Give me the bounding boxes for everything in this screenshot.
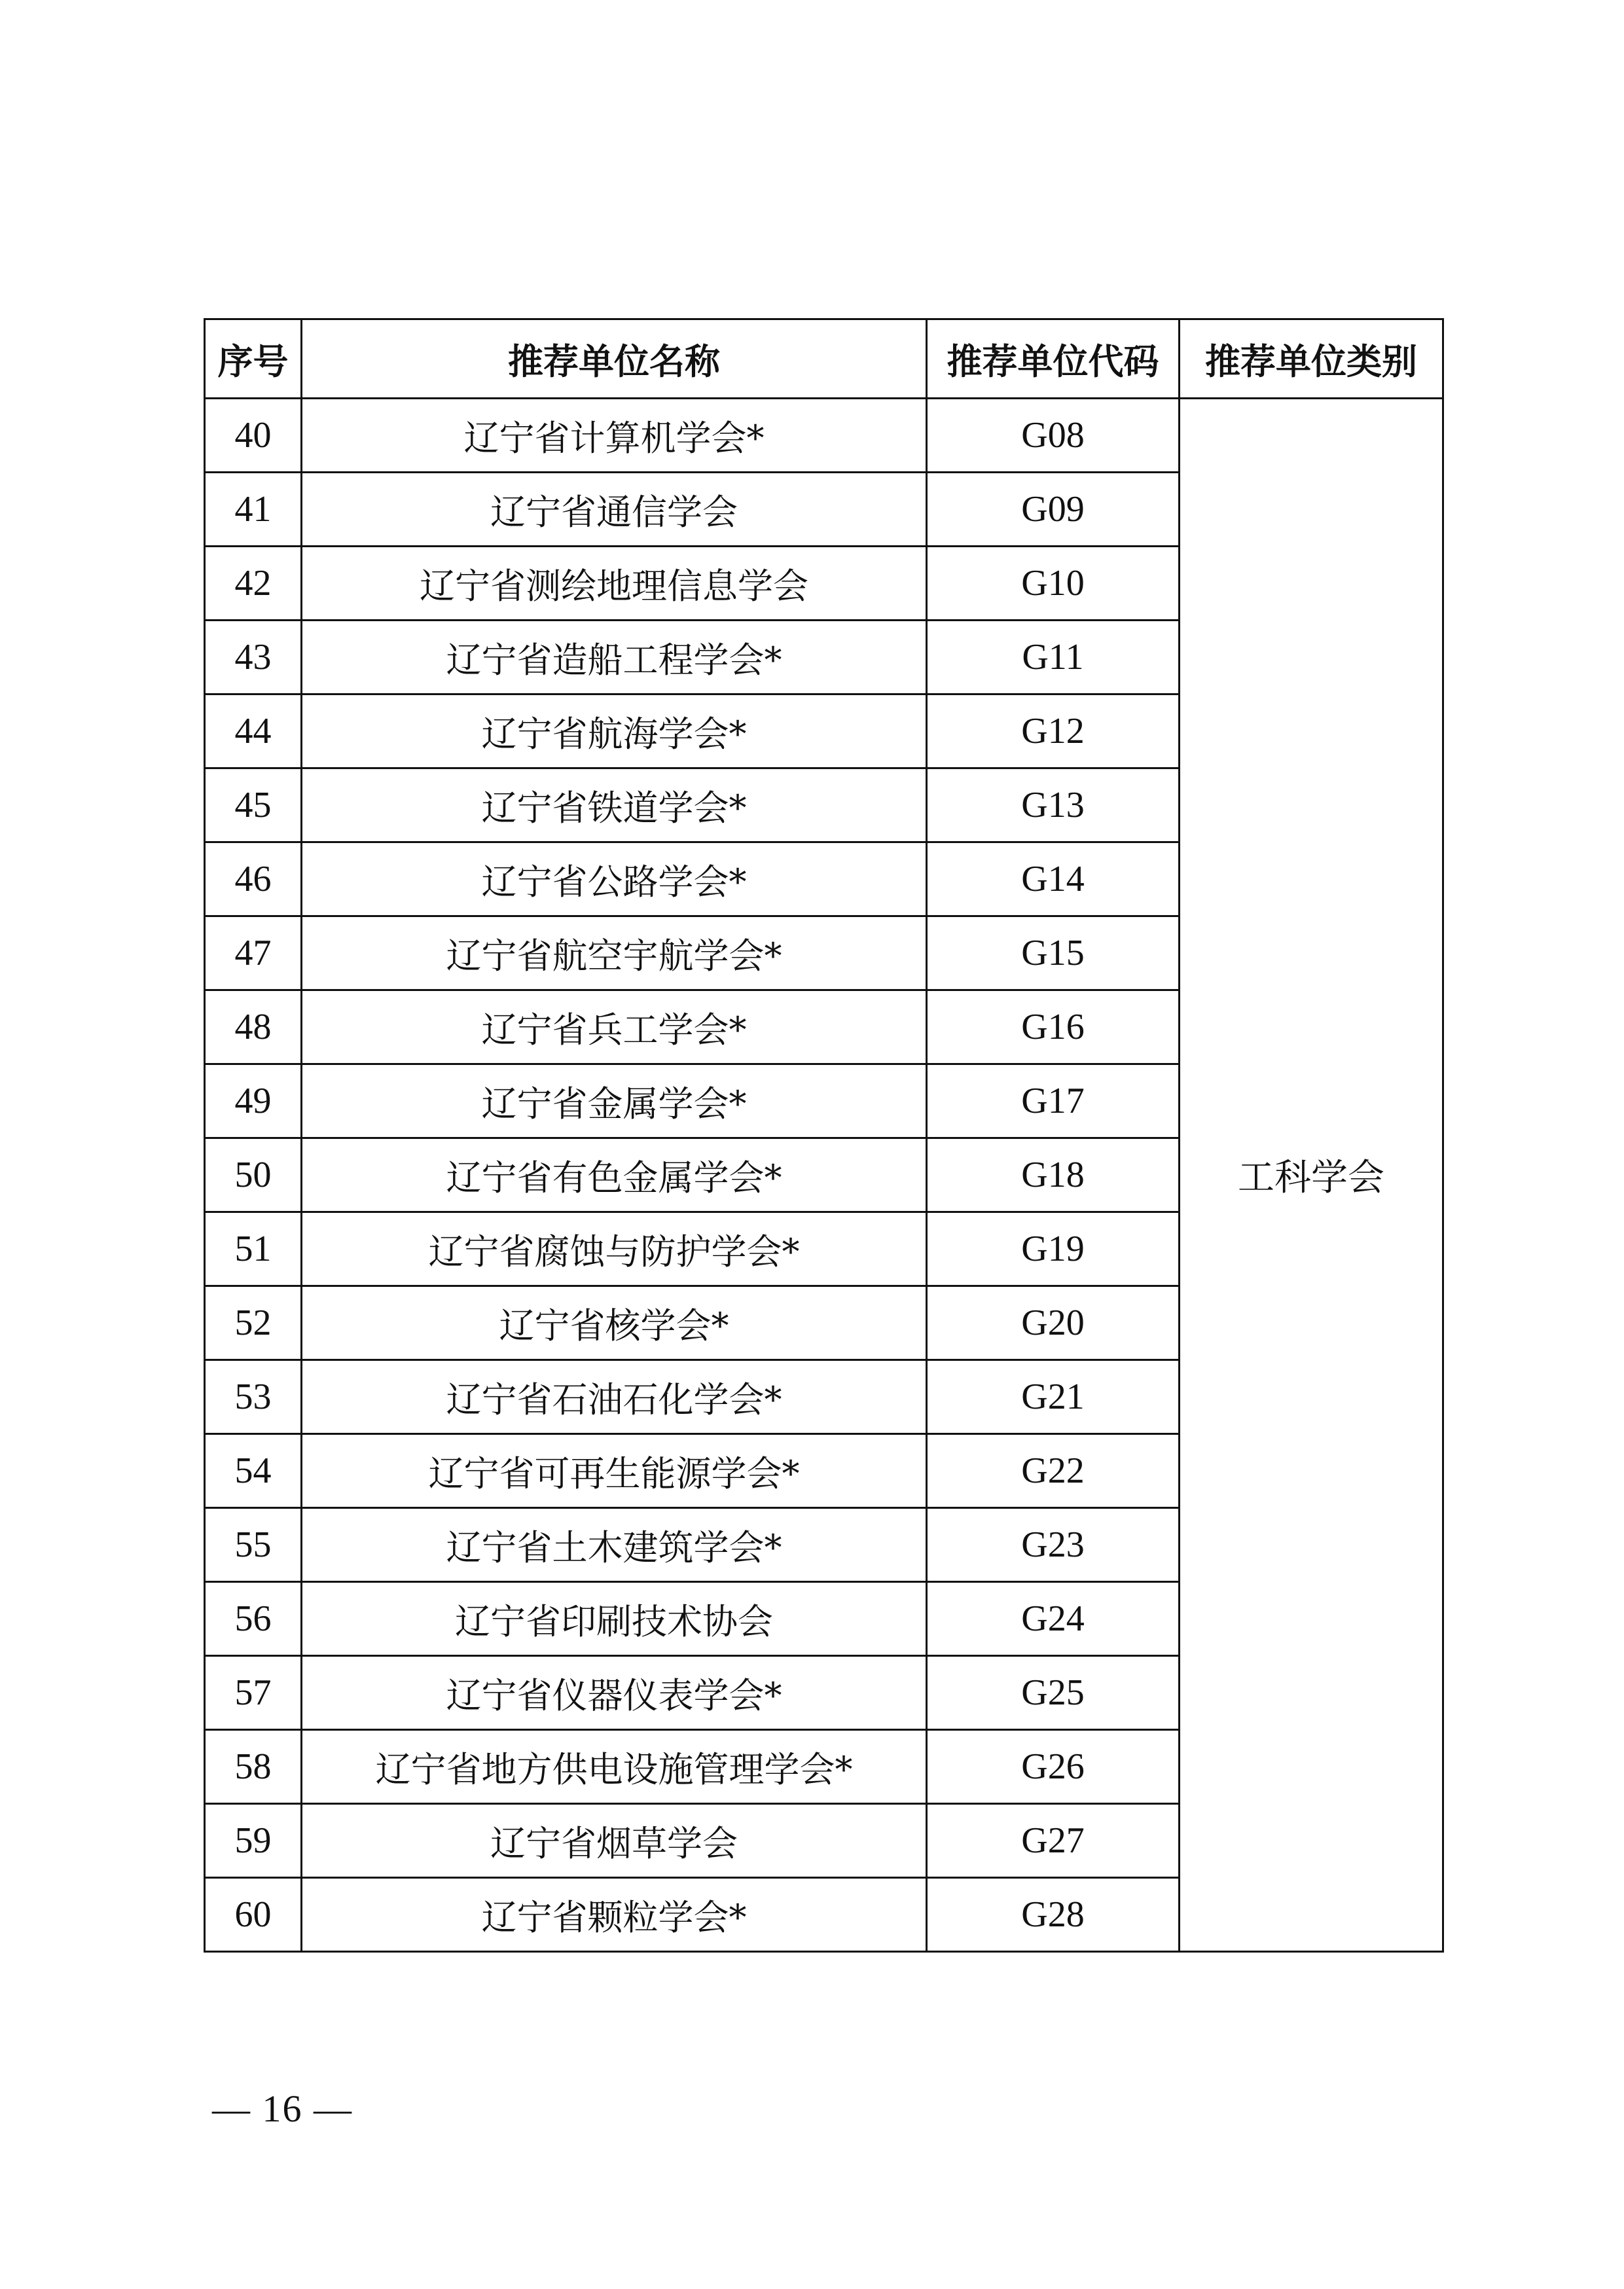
row-unit-name: 辽宁省计算机学会* — [302, 399, 927, 473]
row-unit-name: 辽宁省核学会* — [302, 1286, 927, 1360]
row-unit-code: G15 — [927, 916, 1180, 990]
row-seq: 54 — [205, 1434, 302, 1508]
row-unit-name: 辽宁省有色金属学会* — [302, 1138, 927, 1212]
row-unit-name: 辽宁省铁道学会* — [302, 768, 927, 842]
row-seq: 58 — [205, 1730, 302, 1804]
row-unit-code: G26 — [927, 1730, 1180, 1804]
row-unit-code: G10 — [927, 547, 1180, 621]
row-seq: 60 — [205, 1878, 302, 1952]
row-unit-name: 辽宁省可再生能源学会* — [302, 1434, 927, 1508]
row-unit-code: G16 — [927, 990, 1180, 1064]
table-row — [205, 399, 1443, 473]
row-seq: 55 — [205, 1508, 302, 1582]
row-unit-name: 辽宁省地方供电设施管理学会* — [302, 1730, 927, 1804]
row-seq: 52 — [205, 1286, 302, 1360]
row-unit-name: 辽宁省航空宇航学会* — [302, 916, 927, 990]
row-seq: 41 — [205, 473, 302, 547]
row-unit-code: G23 — [927, 1508, 1180, 1582]
row-unit-name: 辽宁省腐蚀与防护学会* — [302, 1212, 927, 1286]
table-body — [205, 399, 1443, 1952]
row-unit-name: 辽宁省测绘地理信息学会 — [302, 547, 927, 621]
header-name: 推荐单位名称 — [302, 319, 927, 399]
header-code: 推荐单位代码 — [927, 319, 1180, 399]
header-category: 推荐单位类别 — [1180, 319, 1443, 399]
row-unit-name: 辽宁省航海学会* — [302, 694, 927, 768]
row-unit-name: 辽宁省造船工程学会* — [302, 621, 927, 694]
row-unit-code: G21 — [927, 1360, 1180, 1434]
row-unit-code: G22 — [927, 1434, 1180, 1508]
row-unit-code: G08 — [927, 399, 1180, 473]
row-unit-name: 辽宁省通信学会 — [302, 473, 927, 547]
row-unit-code: G11 — [927, 621, 1180, 694]
row-unit-code: G18 — [927, 1138, 1180, 1212]
row-seq: 40 — [205, 399, 302, 473]
row-unit-name: 辽宁省土木建筑学会* — [302, 1508, 927, 1582]
row-unit-code: G24 — [927, 1582, 1180, 1656]
row-seq: 53 — [205, 1360, 302, 1434]
row-seq: 44 — [205, 694, 302, 768]
row-seq: 46 — [205, 842, 302, 916]
row-unit-code: G13 — [927, 768, 1180, 842]
row-seq: 45 — [205, 768, 302, 842]
header-seq: 序号 — [205, 319, 302, 399]
row-unit-code: G25 — [927, 1656, 1180, 1730]
row-unit-code: G09 — [927, 473, 1180, 547]
row-unit-code: G14 — [927, 842, 1180, 916]
row-seq: 57 — [205, 1656, 302, 1730]
row-unit-name: 辽宁省印刷技术协会 — [302, 1582, 927, 1656]
row-unit-name: 辽宁省仪器仪表学会* — [302, 1656, 927, 1730]
row-seq: 42 — [205, 547, 302, 621]
row-unit-code: G17 — [927, 1064, 1180, 1138]
row-unit-name: 辽宁省兵工学会* — [302, 990, 927, 1064]
page-number: — 16 — — [212, 2087, 353, 2130]
row-unit-name: 辽宁省颗粒学会* — [302, 1878, 927, 1952]
table-header-row — [205, 319, 1443, 399]
row-unit-code: G27 — [927, 1804, 1180, 1878]
row-unit-name: 辽宁省公路学会* — [302, 842, 927, 916]
row-seq: 48 — [205, 990, 302, 1064]
row-seq: 56 — [205, 1582, 302, 1656]
row-unit-code: G19 — [927, 1212, 1180, 1286]
row-seq: 50 — [205, 1138, 302, 1212]
row-unit-name: 辽宁省烟草学会 — [302, 1804, 927, 1878]
unit-category-cell: 工科学会 — [1180, 399, 1443, 1952]
row-unit-code: G28 — [927, 1878, 1180, 1952]
row-seq: 43 — [205, 621, 302, 694]
row-unit-code: G12 — [927, 694, 1180, 768]
row-seq: 49 — [205, 1064, 302, 1138]
row-unit-name: 辽宁省石油石化学会* — [302, 1360, 927, 1434]
row-seq: 59 — [205, 1804, 302, 1878]
row-unit-name: 辽宁省金属学会* — [302, 1064, 927, 1138]
row-seq: 51 — [205, 1212, 302, 1286]
recommending-units-table — [204, 318, 1444, 1953]
row-unit-code: G20 — [927, 1286, 1180, 1360]
row-seq: 47 — [205, 916, 302, 990]
